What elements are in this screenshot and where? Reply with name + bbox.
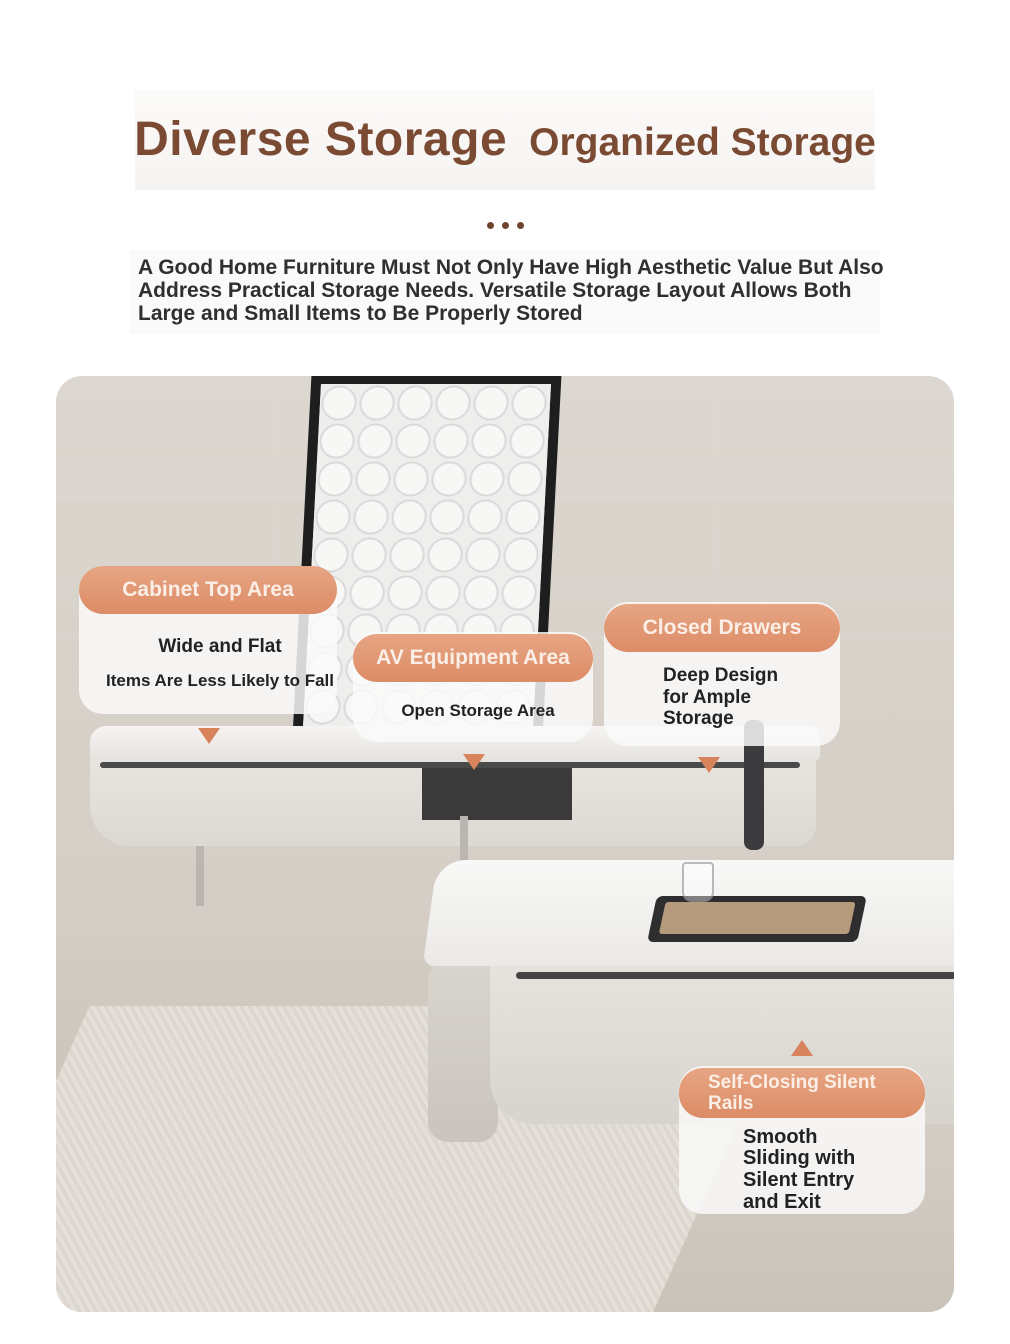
callout-silent-rails-title-line1: Self-Closing Silent [708, 1072, 876, 1093]
callout-closed-drawers-line1: Deep Design [663, 665, 779, 686]
callout-closed-drawers-title: Closed Drawers [604, 604, 840, 652]
arrow-up-icon [791, 1040, 813, 1056]
ellipsis-divider-icon [487, 222, 527, 230]
callout-closed-drawers-line2: for Ample [663, 687, 751, 708]
page-title [0, 112, 1010, 167]
callout-silent-rails-title [679, 1068, 925, 1118]
tray-insert [659, 902, 856, 934]
arrow-down-icon [463, 754, 485, 770]
callout-silent-rails-title-line2: Rails [708, 1093, 754, 1114]
coffee-table-handle [516, 972, 954, 979]
arrow-down-icon [698, 757, 720, 773]
callout-cabinet-top-title: Cabinet Top Area [79, 566, 337, 614]
callout-silent-rails-line1: Smooth [743, 1126, 818, 1148]
callout-silent-rails-line2: Sliding with [743, 1147, 856, 1169]
intro-paragraph: A Good Home Furniture Must Not Only Have High Aesthetic Value But Also Address Practical Storage Needs. Versatile Storage Layout Allows Both Large and Small Items to Be Properly Stored [138, 256, 884, 325]
callout-closed-drawers-line3: Storage [663, 708, 734, 729]
callout-cabinet-top-line2: Items Are Less Likely to Fall [105, 671, 334, 690]
glass [682, 862, 714, 902]
callout-silent-rails-line3: Silent Entry [743, 1169, 855, 1191]
title-secondary: Organized Storage [529, 121, 876, 164]
callout-cabinet-top-line1: Wide and Flat [158, 636, 282, 657]
callout-av-equipment-title: AV Equipment Area [353, 634, 593, 682]
arrow-down-icon [198, 728, 220, 744]
tv-cabinet-open-shelf [422, 768, 572, 820]
callout-silent-rails-line4: and Exit [743, 1191, 821, 1213]
tv-cabinet-leg [196, 846, 204, 906]
callout-av-equipment-line1: Open Storage Area [401, 701, 555, 720]
tray [647, 896, 867, 942]
title-main: Diverse Storage [134, 113, 508, 166]
stool [428, 952, 498, 1142]
